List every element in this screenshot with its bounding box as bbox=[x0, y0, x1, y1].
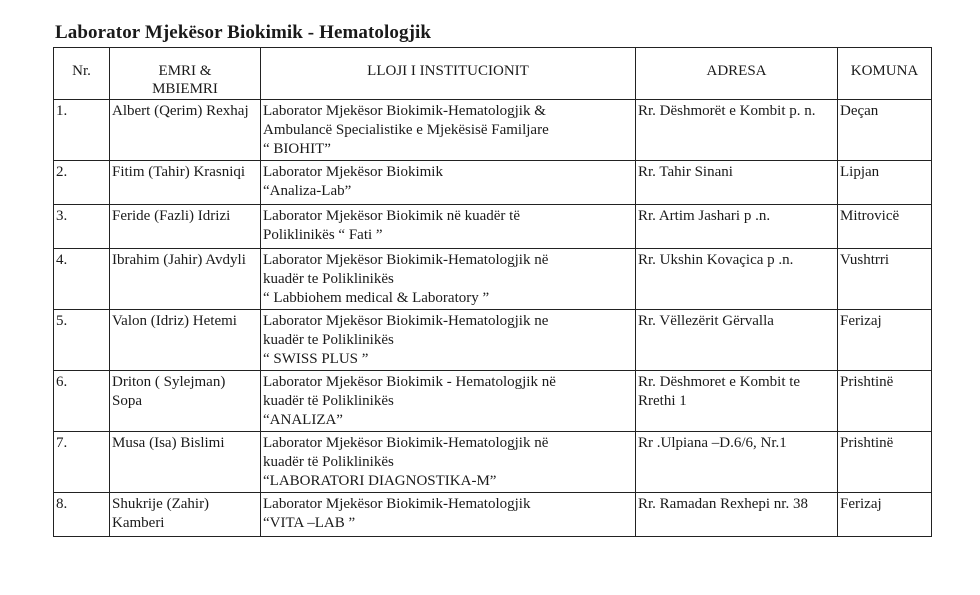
cell-municipality: Lipjan bbox=[838, 161, 932, 205]
table-header-row bbox=[54, 48, 932, 100]
document-title: Laborator Mjekësor Biokimik - Hematologjik bbox=[55, 22, 432, 43]
cell-name: Feride (Fazli) Idrizi bbox=[110, 205, 261, 249]
table-row bbox=[54, 371, 932, 432]
table-row bbox=[54, 161, 932, 205]
cell-nr: 8. bbox=[54, 493, 110, 537]
table-row bbox=[54, 310, 932, 371]
cell-institution-type bbox=[261, 249, 636, 310]
cell-address: Rr. Artim Jashari p .n. bbox=[636, 205, 838, 249]
cell-name: Valon (Idriz) Hetemi bbox=[110, 310, 261, 371]
cell-institution-type bbox=[261, 310, 636, 371]
cell-nr: 2. bbox=[54, 161, 110, 205]
type-line: Laborator Mjekësor Biokimik-Hematologjik bbox=[263, 496, 531, 512]
table-row bbox=[54, 249, 932, 310]
header-name-line-1: EMRI & bbox=[158, 63, 212, 79]
cell-nr: 3. bbox=[54, 205, 110, 249]
table-row bbox=[54, 100, 932, 161]
type-line: Laborator Mjekësor Biokimik-Hematologjik në bbox=[263, 435, 549, 451]
cell-institution-type bbox=[261, 100, 636, 161]
type-line: “ANALIZA” bbox=[263, 412, 343, 428]
cell-name: Shukrije (Zahir) Kamberi bbox=[110, 493, 261, 537]
cell-nr: 6. bbox=[54, 371, 110, 432]
type-line: Laborator Mjekësor Biokimik bbox=[263, 164, 443, 180]
cell-nr: 4. bbox=[54, 249, 110, 310]
type-line: Laborator Mjekësor Biokimik-Hematologjik & bbox=[263, 103, 546, 119]
table-row bbox=[54, 205, 932, 249]
cell-address: Rr. Ukshin Kovaçica p .n. bbox=[636, 249, 838, 310]
cell-address: Rr. Vëllezërit Gërvalla bbox=[636, 310, 838, 371]
cell-nr: 1. bbox=[54, 100, 110, 161]
type-line: “LABORATORI DIAGNOSTIKA-M” bbox=[263, 473, 497, 489]
cell-name: Ibrahim (Jahir) Avdyli bbox=[110, 249, 261, 310]
cell-nr: 7. bbox=[54, 432, 110, 493]
type-line: Laborator Mjekësor Biokimik-Hematologjik ne bbox=[263, 313, 549, 329]
header-nr: Nr. bbox=[54, 48, 110, 100]
laboratory-registry-table bbox=[53, 47, 932, 537]
type-line: “ Labbiohem medical & Laboratory ” bbox=[263, 290, 490, 306]
table-row bbox=[54, 493, 932, 537]
cell-address: Rr .Ulpiana –D.6/6, Nr.1 bbox=[636, 432, 838, 493]
cell-municipality: Deçan bbox=[838, 100, 932, 161]
cell-name: Driton ( Sylejman) Sopa bbox=[110, 371, 261, 432]
header-institution-type: LLOJI I INSTITUCIONIT bbox=[261, 48, 636, 100]
table-row bbox=[54, 432, 932, 493]
header-name-line-2: MBIEMRI bbox=[152, 81, 218, 97]
type-line: Laborator Mjekësor Biokimik-Hematologjik në bbox=[263, 252, 549, 268]
cell-municipality: Ferizaj bbox=[838, 310, 932, 371]
header-municipality: KOMUNA bbox=[838, 48, 932, 100]
cell-institution-type bbox=[261, 493, 636, 537]
type-line: kuadër të Poliklinikës bbox=[263, 393, 394, 409]
cell-municipality: Prishtinë bbox=[838, 432, 932, 493]
type-line: Laborator Mjekësor Biokimik në kuadër të bbox=[263, 208, 521, 224]
header-name bbox=[110, 48, 261, 100]
cell-address: Rr. Dëshmorët e Kombit p. n. bbox=[636, 100, 838, 161]
cell-name: Fitim (Tahir) Krasniqi bbox=[110, 161, 261, 205]
cell-municipality: Vushtrri bbox=[838, 249, 932, 310]
cell-nr: 5. bbox=[54, 310, 110, 371]
cell-name: Albert (Qerim) Rexhaj bbox=[110, 100, 261, 161]
header-address: ADRESA bbox=[636, 48, 838, 100]
cell-address: Rr. Tahir Sinani bbox=[636, 161, 838, 205]
cell-institution-type bbox=[261, 161, 636, 205]
type-line: “Analiza-Lab” bbox=[263, 183, 352, 199]
type-line: kuadër të Poliklinikës bbox=[263, 454, 394, 470]
cell-address: Rr. Ramadan Rexhepi nr. 38 bbox=[636, 493, 838, 537]
cell-institution-type bbox=[261, 371, 636, 432]
cell-institution-type bbox=[261, 432, 636, 493]
type-line: kuadër te Poliklinikës bbox=[263, 332, 394, 348]
cell-name: Musa (Isa) Bislimi bbox=[110, 432, 261, 493]
type-line: Poliklinikës “ Fati ” bbox=[263, 227, 383, 243]
type-line: kuadër te Poliklinikës bbox=[263, 271, 394, 287]
cell-municipality: Prishtinë bbox=[838, 371, 932, 432]
type-line: Ambulancë Specialistike e Mjekësisë Familjare bbox=[263, 122, 549, 138]
cell-address: Rr. Dëshmoret e Kombit te Rrethi 1 bbox=[636, 371, 838, 432]
cell-municipality: Mitrovicë bbox=[838, 205, 932, 249]
type-line: “ BIOHIT” bbox=[263, 141, 331, 157]
type-line: “ SWISS PLUS ” bbox=[263, 351, 369, 367]
type-line: “VITA –LAB ” bbox=[263, 515, 356, 531]
cell-municipality: Ferizaj bbox=[838, 493, 932, 537]
type-line: Laborator Mjekësor Biokimik - Hematologjik në bbox=[263, 374, 556, 390]
cell-institution-type bbox=[261, 205, 636, 249]
